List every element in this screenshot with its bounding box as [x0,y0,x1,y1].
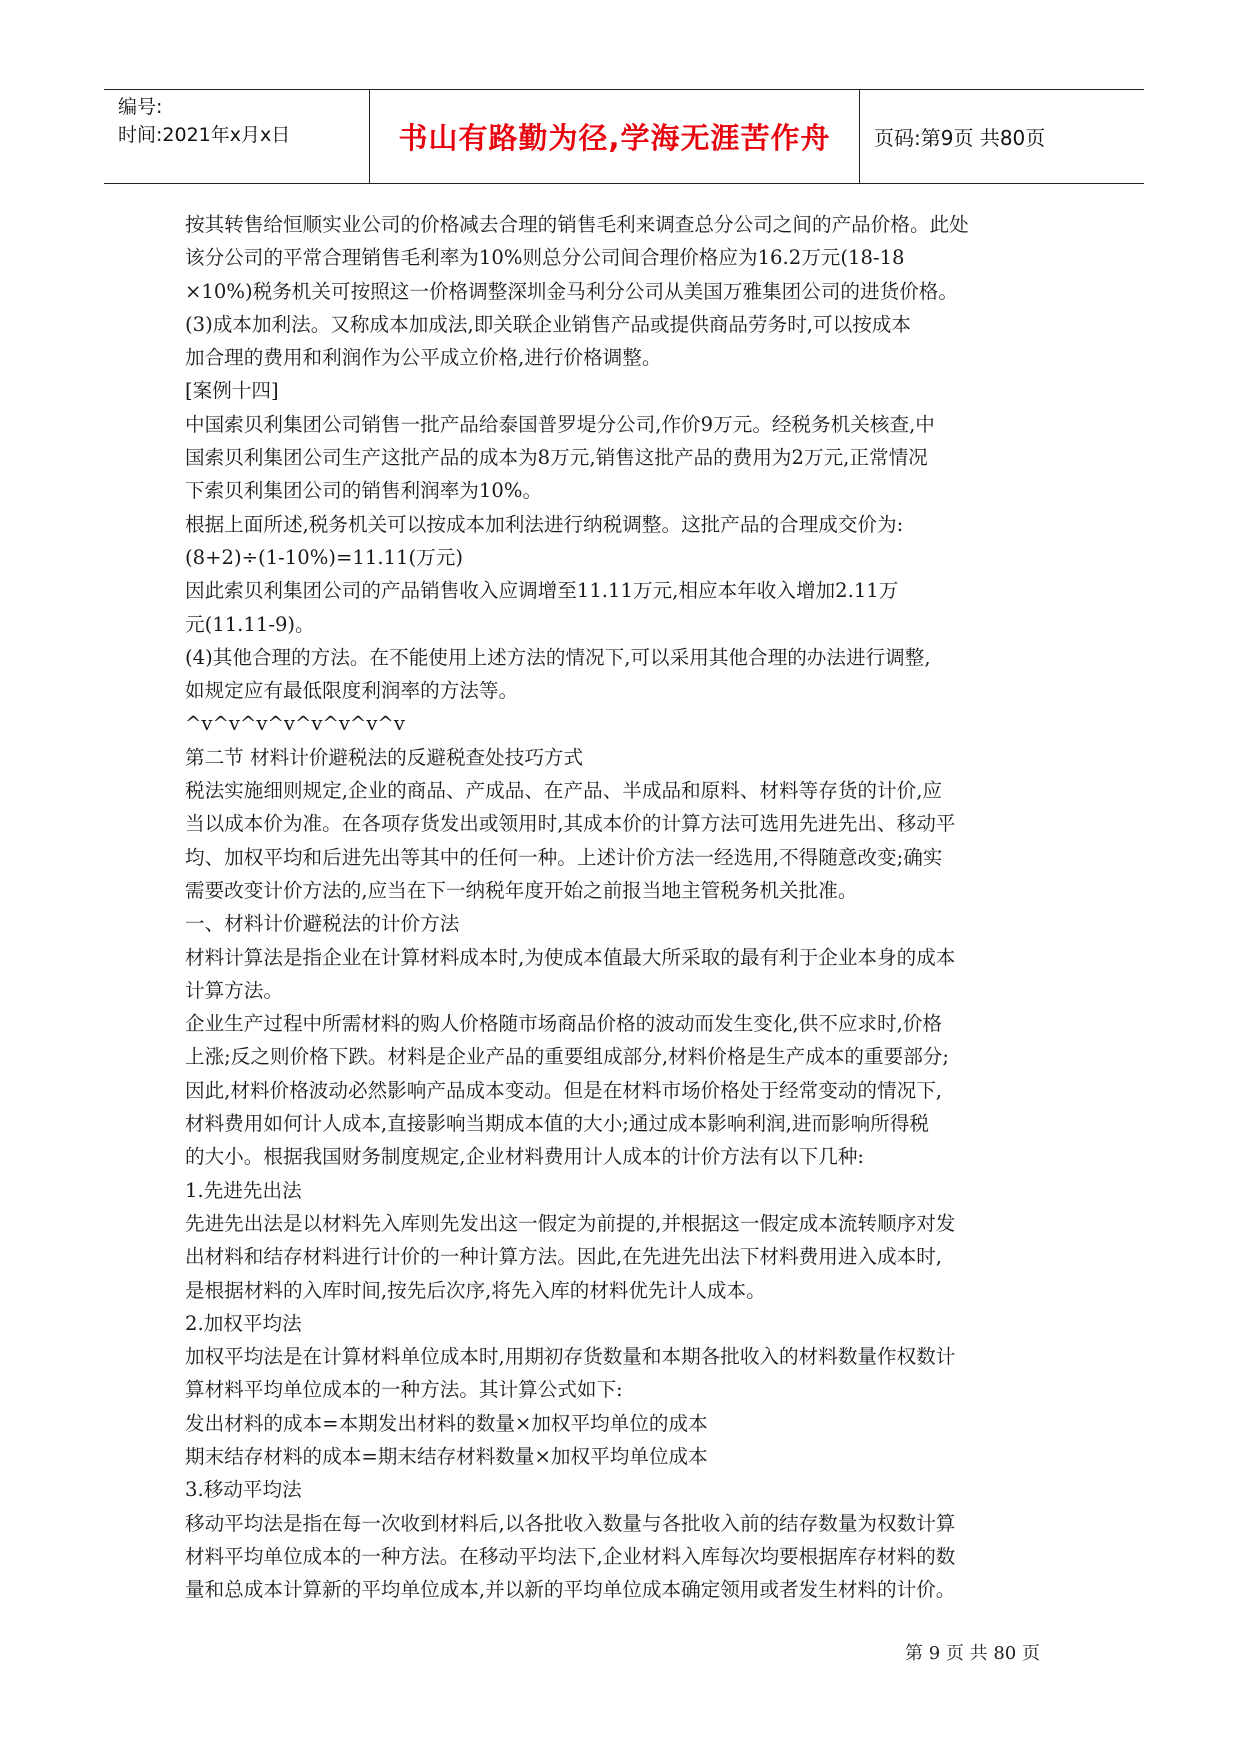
page-footer: 第 9 页 共 80 页 [905,1643,1040,1664]
body-line: 企业生产过程中所需材料的购人价格随市场商品价格的波动而发生变化,供不应求时,价格 [185,1012,943,1036]
body-line: 量和总成本计算新的平均单位成本,并以新的平均单位成本确定领用或者发生材料的计价。 [185,1578,956,1602]
body-line: 材料计算法是指企业在计算材料成本时,为使成本值最大所采取的最有利于企业本身的成本 [185,945,956,969]
body-line: 按其转售给恒顺实业公司的价格减去合理的销售毛利来调查总分公司之间的产品价格。此处 [185,213,969,236]
body-line: 元(11.11-9)。 [185,612,315,636]
body-line: 加权平均法是在计算材料单位成本时,用期初存货数量和本期各批收入的材料数量作权数计 [185,1345,956,1369]
body-line: (3)成本加利法。又称成本加成法,即关联企业销售产品或提供商品劳务时,可以按成本 [185,312,911,336]
body-line: (8+2)÷(1-10%)=11.11(万元) [185,545,463,569]
body-line: (4)其他合理的方法。在不能使用上述方法的情况下,可以采用其他合理的办法进行调整, [185,645,931,669]
body-line: 发出材料的成本=本期发出材料的数量×加权平均单位的成本 [185,1411,708,1435]
body-line: 中国索贝利集团公司销售一批产品给泰国普罗堤分公司,作价9万元。经税务机关核查,中 [185,412,935,436]
body-line: 均、加权平均和后进先出等其中的任何一种。上述计价方法一经选用,不得随意改变;确实 [185,845,943,869]
body-line: 1.先进先出法 [185,1178,302,1202]
body-line: 是根据材料的入库时间,按先后次序,将先入库的材料优先计人成本。 [185,1278,766,1302]
header-motto: 书山有路勤为径,学海无涯苦作舟 [370,90,860,183]
body-line: 下索贝利集团公司的销售利润率为10%。 [185,479,543,503]
header-meta [104,90,370,183]
body-line: 国索贝利集团公司生产这批产品的成本为8万元,销售这批产品的费用为2万元,正常情况 [185,446,928,470]
body-line: 期末结存材料的成本=期末结存材料数量×加权平均单位成本 [185,1444,708,1468]
page-header [104,89,1144,184]
header-page-info: 页码:第9页 共80页 [874,126,1046,150]
body-line: 算材料平均单位成本的一种方法。其计算公式如下: [185,1378,623,1402]
body-line: 因此索贝利集团公司的产品销售收入应调增至11.11万元,相应本年收入增加2.11万 [185,579,899,603]
document-time-label: 时间:2021年x月x日 [118,124,291,146]
body-line: 材料费用如何计人成本,直接影响当期成本值的大小;通过成本影响利润,进而影响所得税 [185,1112,930,1136]
body-line: 第二节 材料计价避税法的反避税查处技巧方式 [185,745,584,769]
body-line: 加合理的费用和利润作为公平成立价格,进行价格调整。 [185,346,662,370]
body-line: 因此,材料价格波动必然影响产品成本变动。但是在材料市场价格处于经常变动的情况下, [185,1078,943,1102]
body-line: 移动平均法是指在每一次收到材料后,以各批收入数量与各批收入前的结存数量为权数计算 [185,1511,956,1535]
body-line: 根据上面所述,税务机关可以按成本加利法进行纳税调整。这批产品的合理成交价为: [185,512,904,536]
body-line: 一、材料计价避税法的计价方法 [185,912,460,936]
document-body [185,208,1065,1606]
body-line: 计算方法。 [185,978,283,1002]
body-line: 如规定应有最低限度利润率的方法等。 [185,679,519,703]
body-line: 材料平均单位成本的一种方法。在移动平均法下,企业材料入库每次均要根据库存材料的数 [185,1544,956,1568]
body-line: 的大小。根据我国财务制度规定,企业材料费用计人成本的计价方法有以下几种: [185,1145,865,1169]
body-line: [案例十四] [185,379,279,403]
body-line: ^v^v^v^v^v^v^v^v [185,712,405,736]
body-line: 当以成本价为准。在各项存货发出或领用时,其成本价的计算方法可选用先进先出、移动平 [185,812,956,836]
body-line: 2.加权平均法 [185,1311,302,1335]
document-number-label: 编号: [118,96,163,118]
body-line: 先进先出法是以材料先入库则先发出这一假定为前提的,并根据这一假定成本流转顺序对发 [185,1211,956,1235]
body-line: 该分公司的平常合理销售毛利率为10%则总分公司间合理价格应为16.2万元(18-18 [185,246,905,270]
body-line: 3.移动平均法 [185,1478,302,1502]
body-line: 税法实施细则规定,企业的商品、产成品、在产品、半成品和原料、材料等存货的计价,应 [185,779,943,803]
body-line: 出材料和结存材料进行计价的一种计算方法。因此,在先进先出法下材料费用进入成本时, [185,1245,943,1269]
body-line: 需要改变计价方法的,应当在下一纳税年度开始之前报当地主管税务机关批准。 [185,878,858,902]
body-line: ×10%)税务机关可按照这一价格调整深圳金马利分公司从美国万雅集团公司的进货价格。 [185,279,958,303]
body-line: 上涨;反之则价格下跌。材料是企业产品的重要组成部分,材料价格是生产成本的重要部分; [185,1045,949,1069]
